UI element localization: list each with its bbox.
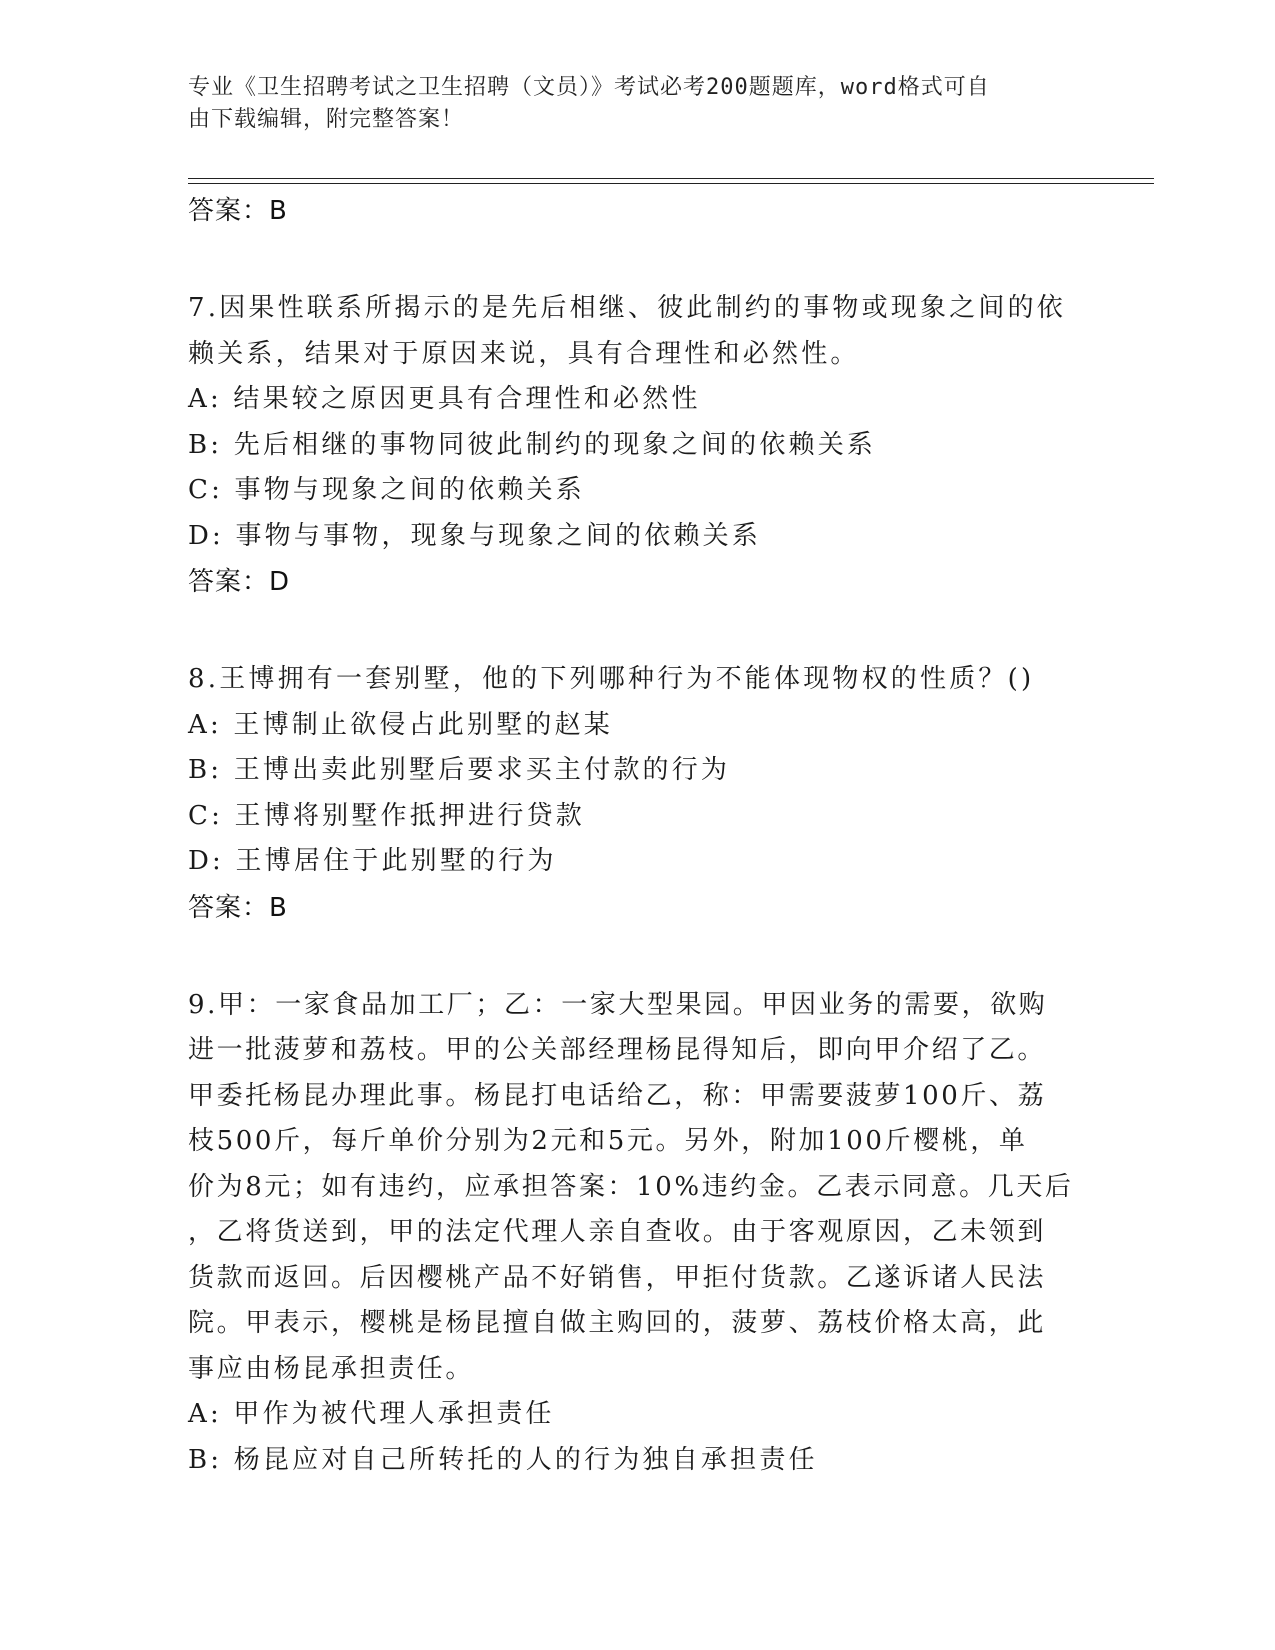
question-7 (188, 286, 1088, 605)
option-a: A: 甲作为被代理人承担责任 (188, 1399, 555, 1429)
question-content (188, 188, 1088, 1483)
option-c: C: 事物与现象之间的依赖关系 (188, 475, 585, 505)
question-stem-line: 赖关系，结果对于原因来说，具有合理性和必然性。 (188, 338, 860, 369)
option-d: D: 王博居住于此别墅的行为 (188, 846, 557, 876)
question-8 (188, 657, 1088, 931)
answer-line: 答案：B (188, 196, 288, 226)
header-rule-top (188, 178, 1154, 179)
question-stem-line: 甲委托杨昆办理此事。杨昆打电话给乙，称：甲需要菠萝100斤、荔 (188, 1080, 1047, 1111)
header-line-2: 由下载编辑，附完整答案！ (188, 107, 465, 132)
question-stem-line: 货款而返回。后因樱桃产品不好销售，甲拒付货款。乙遂诉诸人民法 (188, 1262, 1047, 1293)
option-c: C: 王博将别墅作抵押进行贷款 (188, 800, 585, 831)
answer-line: 答案：D (188, 567, 291, 597)
question-stem-line: 事应由杨昆承担责任。 (188, 1353, 475, 1384)
header-line-1: 专业《卫生招聘考试之卫生招聘（文员）》考试必考200题题库，word格式可自 (188, 75, 990, 100)
question-stem-line: 价为8元；如有违约，应承担答案：10%违约金。乙表示同意。几天后 (188, 1171, 1074, 1202)
question-stem-line: ，乙将货送到，甲的法定代理人亲自查收。由于客观原因，乙未领到 (188, 1217, 1047, 1247)
question-stem-line: 7.因果性联系所揭示的是先后相继、彼此制约的事物或现象之间的依 (188, 293, 1067, 323)
option-b: B: 先后相继的事物同彼此制约的现象之间的依赖关系 (188, 429, 877, 460)
question-stem-line: 枝500斤，每斤单价分别为2元和5元。另外，附加100斤樱桃，单 (188, 1126, 1028, 1156)
option-a: A: 王博制止欲侵占此别墅的赵某 (188, 709, 614, 740)
answer-line: 答案：B (188, 892, 288, 923)
option-d: D: 事物与事物，现象与现象之间的依赖关系 (188, 520, 762, 551)
question-stem-line: 8.王博拥有一套别墅，他的下列哪种行为不能体现物权的性质？() (188, 664, 1035, 694)
option-b: B: 王博出卖此别墅后要求买主付款的行为 (188, 755, 731, 785)
option-a: A: 结果较之原因更具有合理性和必然性 (188, 384, 701, 414)
header-rule-bottom (188, 183, 1154, 184)
page-header (188, 72, 1068, 136)
question-stem-line: 9.甲：一家食品加工厂；乙：一家大型果园。甲因业务的需要，欲购 (188, 989, 1048, 1020)
option-b: B: 杨昆应对自己所转托的人的行为独自承担责任 (188, 1444, 818, 1475)
question-stem-line: 进一批菠萝和荔枝。甲的公关部经理杨昆得知后，即向甲介绍了乙。 (188, 1035, 1047, 1065)
question-stem-line: 院。甲表示，樱桃是杨昆擅自做主购回的，菠萝、荔枝价格太高，此 (188, 1308, 1047, 1338)
question-9 (188, 983, 1088, 1484)
